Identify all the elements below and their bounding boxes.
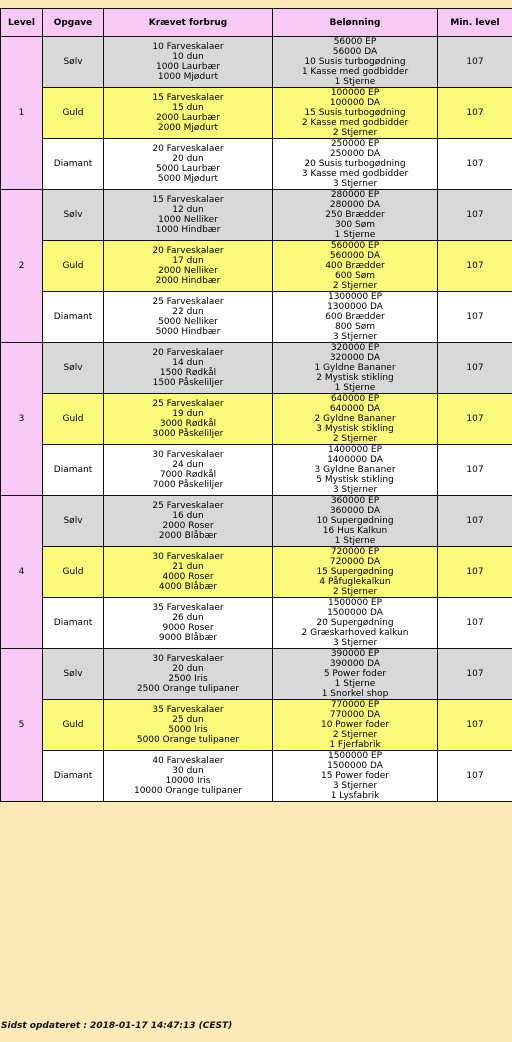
min-level-cell: 107 [438,547,512,598]
table-row [1,700,512,751]
level-cell: 3 [1,343,43,496]
table-row [1,751,512,802]
task-cell: Guld [43,394,104,445]
task-cell: Diamant [43,292,104,343]
table-row [1,343,512,394]
min-level-cell: 107 [438,88,512,139]
reward-cell: 560000 EP 560000 DA 400 Brædder 600 Søm 2 Stjerner [273,241,438,292]
min-level-cell: 107 [438,190,512,241]
level-cell: 1 [1,37,43,190]
required-cell: 25 Farveskalaer 22 dun 5000 Nelliker 5000 Hindbær [104,292,273,343]
reward-cell: 720000 EP 720000 DA 15 Supergødning 4 Påfuglekalkun 2 Stjerner [273,547,438,598]
required-cell: 35 Farveskalaer 25 dun 5000 Iris 5000 Orange tulipaner [104,700,273,751]
reward-cell: 100000 EP 100000 DA 15 Susis turbogødning 2 Kasse med godbidder 2 Stjerner [273,88,438,139]
task-cell: Sølv [43,649,104,700]
reward-cell: 1500000 EP 1500000 DA 20 Supergødning 2 Græskarhoved kalkun 3 Stjerner [273,598,438,649]
reward-cell: 1300000 EP 1300000 DA 600 Brædder 800 Søm 3 Stjerner [273,292,438,343]
reward-cell: 320000 EP 320000 DA 1 Gyldne Bananer 2 Mystisk stikling 1 Stjerne [273,343,438,394]
quest-table [0,8,512,802]
reward-cell: 390000 EP 390000 DA 5 Power foder 1 Stjerne 1 Snorkel shop [273,649,438,700]
task-cell: Diamant [43,751,104,802]
last-updated-text: Sidst opdateret : 2018-01-17 14:47:13 (CEST) [1,1021,233,1031]
header-level: Level [1,9,43,37]
min-level-cell: 107 [438,598,512,649]
required-cell: 30 Farveskalaer 24 dun 7000 Rødkål 7000 Påskeliljer [104,445,273,496]
required-cell: 35 Farveskalaer 26 dun 9000 Roser 9000 Blåbær [104,598,273,649]
header-row [1,9,512,37]
min-level-cell: 107 [438,37,512,88]
task-cell: Guld [43,700,104,751]
min-level-cell: 107 [438,751,512,802]
required-cell: 30 Farveskalaer 20 dun 2500 Iris 2500 Orange tulipaner [104,649,273,700]
required-cell: 15 Farveskalaer 15 dun 2000 Laurbær 2000 Mjødurt [104,88,273,139]
header-min-level: Min. level [438,9,512,37]
required-cell: 20 Farveskalaer 14 dun 1500 Rødkål 1500 Påskeliljer [104,343,273,394]
level-cell: 2 [1,190,43,343]
table-row [1,547,512,598]
task-cell: Sølv [43,496,104,547]
header-task: Opgave [43,9,104,37]
required-cell: 20 Farveskalaer 17 dun 2000 Nelliker 2000 Hindbær [104,241,273,292]
table-row [1,190,512,241]
required-cell: 10 Farveskalaer 10 dun 1000 Laurbær 1000 Mjødurt [104,37,273,88]
reward-cell: 640000 EP 640000 DA 2 Gyldne Bananer 3 Mystisk stikling 2 Stjerner [273,394,438,445]
level-cell: 4 [1,496,43,649]
min-level-cell: 107 [438,292,512,343]
reward-cell: 770000 EP 770000 DA 10 Power foder 2 Stjerner 1 Fjerfabrik [273,700,438,751]
task-cell: Diamant [43,598,104,649]
task-cell: Guld [43,88,104,139]
min-level-cell: 107 [438,394,512,445]
required-cell: 15 Farveskalaer 12 dun 1000 Nelliker 1000 Hindbær [104,190,273,241]
table-row [1,394,512,445]
reward-cell: 56000 EP 56000 DA 10 Susis turbogødning 1 Kasse med godbidder 1 Stjerne [273,37,438,88]
task-cell: Sølv [43,37,104,88]
required-cell: 25 Farveskalaer 16 dun 2000 Roser 2000 Blåbær [104,496,273,547]
required-cell: 20 Farveskalaer 20 dun 5000 Laurbær 5000 Mjødurt [104,139,273,190]
task-cell: Diamant [43,445,104,496]
reward-cell: 1500000 EP 1500000 DA 15 Power foder 3 Stjerner 1 Lysfabrik [273,751,438,802]
required-cell: 25 Farveskalaer 19 dun 3000 Rødkål 3000 Påskeliljer [104,394,273,445]
reward-cell: 1400000 EP 1400000 DA 3 Gyldne Bananer 5 Mystisk stikling 3 Stjerner [273,445,438,496]
min-level-cell: 107 [438,496,512,547]
reward-cell: 250000 EP 250000 DA 20 Susis turbogødning 3 Kasse med godbidder 3 Stjerner [273,139,438,190]
table-row [1,445,512,496]
task-cell: Guld [43,241,104,292]
table-row [1,37,512,88]
task-cell: Sølv [43,343,104,394]
reward-cell: 360000 EP 360000 DA 10 Supergødning 16 Hus Kalkun 1 Stjerne [273,496,438,547]
min-level-cell: 107 [438,700,512,751]
table-row [1,88,512,139]
task-cell: Guld [43,547,104,598]
header-reward: Belønning [273,9,438,37]
level-cell: 5 [1,649,43,802]
table-row [1,496,512,547]
table-row [1,598,512,649]
header-required: Krævet forbrug [104,9,273,37]
reward-cell: 280000 EP 280000 DA 250 Brædder 300 Søm 1 Stjerne [273,190,438,241]
table-row [1,292,512,343]
min-level-cell: 107 [438,649,512,700]
table-row [1,241,512,292]
required-cell: 30 Farveskalaer 21 dun 4000 Roser 4000 Blåbær [104,547,273,598]
required-cell: 40 Farveskalaer 30 dun 10000 Iris 10000 Orange tulipaner [104,751,273,802]
min-level-cell: 107 [438,139,512,190]
table-row [1,649,512,700]
table-row [1,139,512,190]
min-level-cell: 107 [438,241,512,292]
min-level-cell: 107 [438,343,512,394]
task-cell: Diamant [43,139,104,190]
task-cell: Sølv [43,190,104,241]
min-level-cell: 107 [438,445,512,496]
